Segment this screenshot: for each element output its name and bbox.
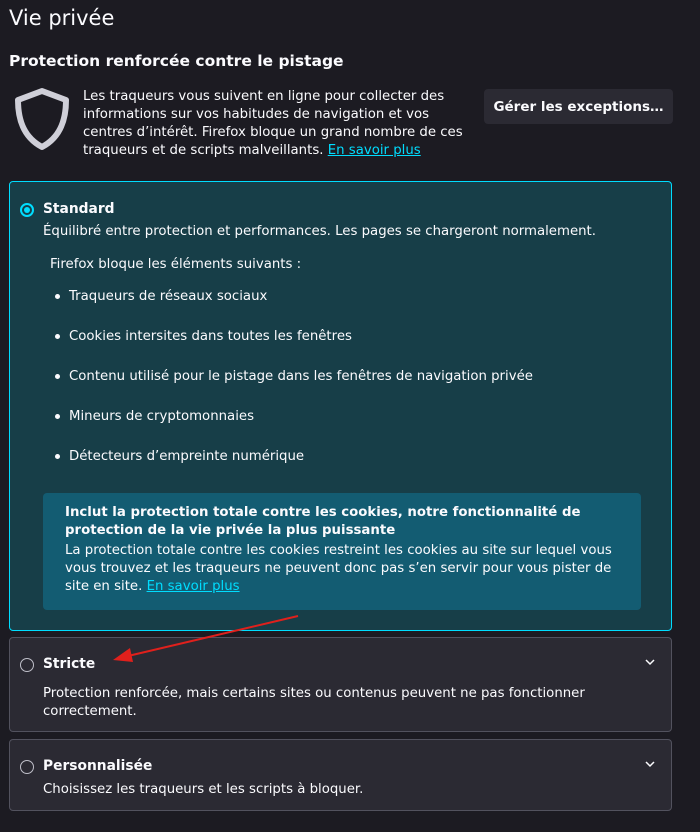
tcp-learn-more-link[interactable]: En savoir plus — [146, 579, 240, 594]
custom-label: Personnalisée — [43, 758, 153, 774]
chevron-down-icon[interactable] — [644, 758, 656, 770]
etp-learn-more-link[interactable]: En savoir plus — [327, 143, 421, 158]
bullet-icon — [55, 374, 60, 379]
tcp-description-text: La protection totale contre les cookies restreint les cookies au site sur lequel vous vous trouvez et les traqueurs ne peuvent donc pas s’en servir pour vous pister de site en site. — [65, 543, 612, 594]
blocked-item-label: Cookies intersites dans toutes les fenêtres — [69, 328, 352, 344]
custom-radio[interactable] — [20, 760, 34, 774]
tcp-description — [65, 542, 621, 596]
bullet-icon — [55, 454, 60, 459]
strict-description: Protection renforcée, mais certains sites ou contenus peuvent ne pas fonctionner correctement. — [43, 686, 585, 719]
list-item — [50, 276, 533, 316]
bullet-icon — [55, 414, 60, 419]
bullet-icon — [55, 334, 60, 339]
page-title: Vie privée — [9, 6, 115, 30]
strict-label: Stricte — [43, 656, 96, 672]
etp-intro — [83, 88, 463, 160]
blocked-item-label: Traqueurs de réseaux sociaux — [69, 288, 268, 304]
list-item — [50, 396, 533, 436]
manage-exceptions-button[interactable]: Gérer les exceptions… — [484, 89, 673, 124]
standard-option-card[interactable] — [9, 181, 672, 631]
blocked-item-label: Mineurs de cryptomonnaies — [69, 408, 255, 424]
custom-option-card[interactable] — [9, 739, 672, 811]
standard-description: Équilibré entre protection et performances. Les pages se chargeront normalement. — [43, 224, 596, 239]
etp-intro-text: Les traqueurs vous suivent en ligne pour collecter des informations sur vos habitudes de navigation et vos centres d’intérêt. Firefox bloque un grand nombre de ces traqueurs et de scripts malveillants. — [83, 89, 463, 158]
list-item — [50, 316, 533, 356]
standard-radio[interactable] — [20, 203, 34, 217]
etp-section-title: Protection renforcée contre le pistage — [9, 52, 344, 70]
blocked-items-intro: Firefox bloque les éléments suivants : — [50, 257, 302, 272]
blocked-item-label: Contenu utilisé pour le pistage dans les fenêtres de navigation privée — [69, 368, 533, 384]
strict-radio[interactable] — [20, 658, 34, 672]
strict-option-card[interactable] — [9, 637, 672, 732]
chevron-down-icon[interactable] — [644, 656, 656, 668]
standard-label: Standard — [43, 201, 115, 217]
total-cookie-protection-box — [43, 493, 641, 610]
blocked-item-label: Détecteurs d’empreinte numérique — [69, 448, 305, 464]
bullet-icon — [55, 294, 60, 299]
custom-description: Choisissez les traqueurs et les scripts à bloquer. — [43, 782, 364, 797]
shield-icon — [11, 86, 73, 152]
blocked-items-list — [50, 276, 533, 476]
list-item — [50, 436, 533, 476]
list-item — [50, 356, 533, 396]
tcp-title: Inclut la protection totale contre les cookies, notre fonctionnalité de protection de la vie privée la plus puissante — [65, 505, 581, 538]
